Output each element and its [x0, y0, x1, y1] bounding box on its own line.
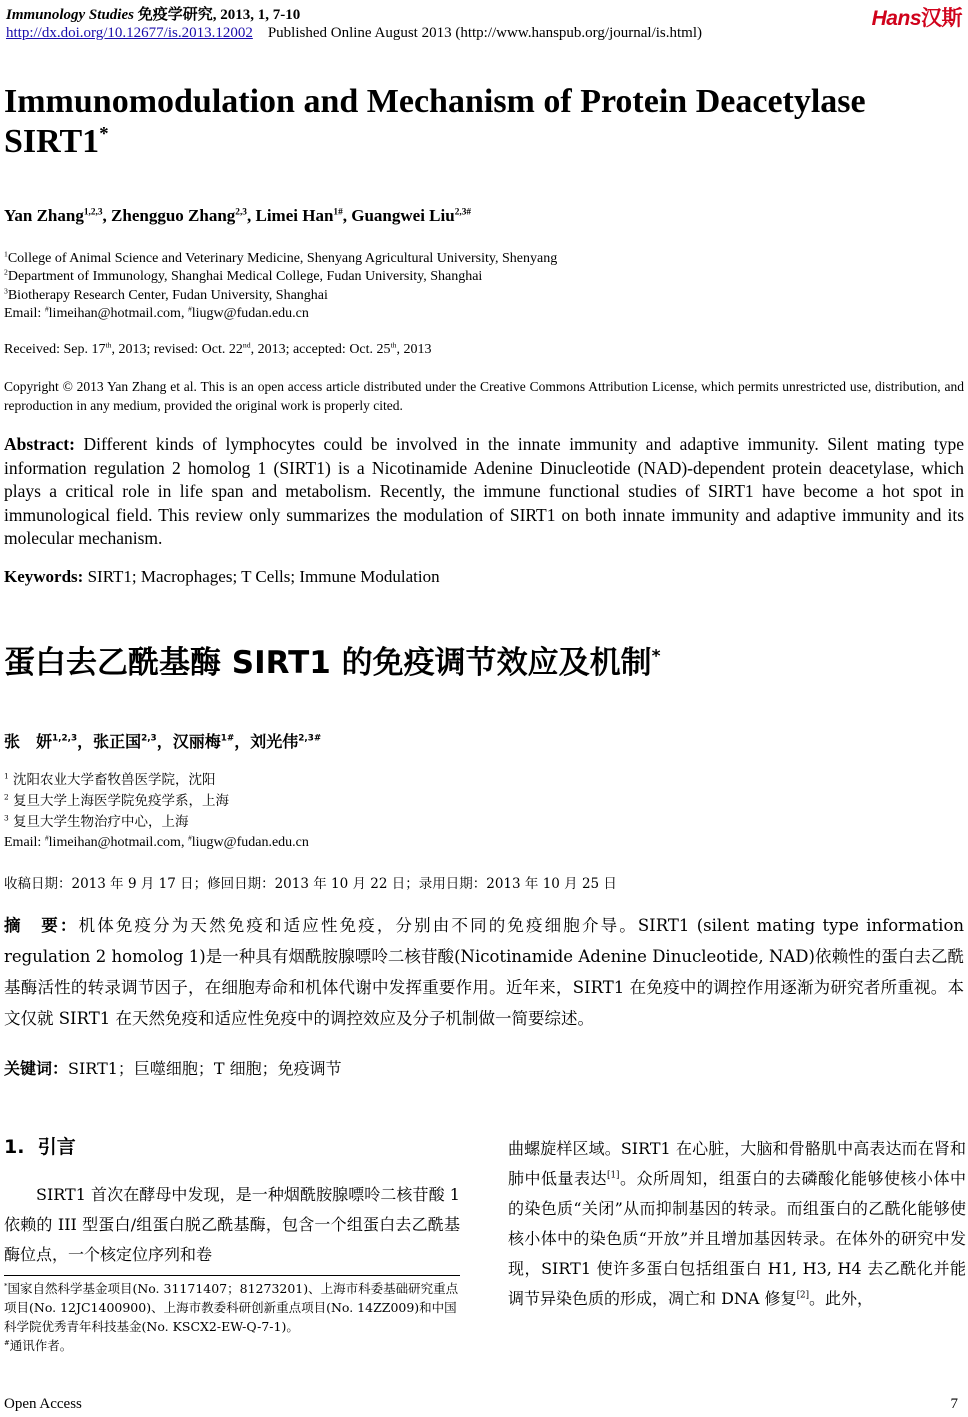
hans-logo: Hans汉斯 — [871, 7, 962, 30]
affiliation-cn: $^1$ 沈阳农业大学畜牧兽医学院，沈阳 — [4, 771, 216, 788]
journal-issue: , 2013, 1, 7-10 — [212, 7, 301, 23]
email-address[interactable]: limeihan@hotmail.com — [48, 306, 181, 321]
author: 张正国 — [93, 732, 142, 751]
article-title-en: Immunomodulation and Mechanism of Protein Deacetylase SIRT1* — [4, 83, 866, 160]
affiliation-cn: $^2$ 复旦大学上海医学院免疫学系，上海 — [4, 792, 230, 809]
footer-open-access: Open Access — [4, 1396, 82, 1412]
doi-link[interactable]: http://dx.doi.org/10.12677/is.2013.12002 — [6, 25, 253, 41]
affiliation-en: $^2$Department of Immunology, Shanghai Medical College, Fudan University, Shanghai — [4, 267, 483, 284]
journal-name-cn: 免疫学研究 — [137, 7, 213, 23]
email-address[interactable]: liugw@fudan.edu.cn — [191, 835, 309, 850]
email-en: Email: #limeihan@hotmail.com, #liugw@fudan.edu.cn — [4, 304, 309, 321]
email-cn: Email: #limeihan@hotmail.com, #liugw@fudan.edu.cn — [4, 833, 309, 850]
paragraph: SIRT1 首次在酵母中发现，是一种烟酰胺腺嘌呤二核苷酸 1 依赖的 III 型蛋白/组蛋白脱乙酰基酶，包含一个组蛋白去乙酰基酶位点，一个核定位序列和卷 — [4, 1185, 460, 1264]
abstract-cn: 摘 要：机体免疫分为天然免疫和适应性免疫，分别由不同的免疫细胞介导。SIRT1 (silent mating type information regulation 2 homolog 1)是一种具有烟酰胺腺嘌呤二核苷酸(Nicotinamide Adenine Dinucleotide, NAD)依赖性的蛋白去乙酰基酶活性的转录调节因子，在细胞寿命和机体代谢中发挥重要作用。近年来，SIRT1 在免疫中的调控作用逐渐为研究者所重视。本文仅就 SIRT1 在天然免疫和适应性免疫中的调控效应及分子机制做一简要综述。 — [4, 916, 965, 1028]
abstract-cn-label: 摘 要： — [4, 916, 79, 935]
journal-header — [6, 3, 300, 24]
journal-name: Immunology Studies — [6, 7, 134, 23]
abstract-label: Abstract: — [4, 434, 75, 454]
author: 刘光伟 — [250, 732, 299, 751]
email-address[interactable]: limeihan@hotmail.com — [48, 835, 181, 850]
citation[interactable]: [2] — [796, 1290, 810, 1301]
email-address[interactable]: liugw@fudan.edu.cn — [191, 306, 309, 321]
citation[interactable]: [1] — [607, 1170, 620, 1181]
footnote-divider — [4, 1275, 460, 1276]
body-text-right: 曲螺旋样区域。SIRT1 在心脏，大脑和骨骼肌中高表达而在肾和肺中低量表达[1]。众所周知，组蛋白的去磷酸化能够使核小体中的染色质“关闭”从而抑制基因的转录。而组蛋白的乙酰化能够使核小体中的染色质“开放”并且增加基因转录。在体外的研究中发现，SIRT1 使许多蛋白包括组蛋白 H1, H3, H4 去乙酰化并能调节异染色质的形成，凋亡和 DNA 修复[2]。此外， — [508, 1139, 966, 1308]
keywords-en: Keywords: SIRT1; Macrophages; T Cells; Immune Modulation — [4, 567, 440, 586]
author: 张 妍 — [4, 732, 53, 751]
copyright-notice: Copyright © 2013 Yan Zhang et al. This is an open access article distributed under the Creative Commons Attribution License, which permits unrestricted use, distribution, and reproduction in any medium, provided the original work is properly cited. — [4, 379, 964, 413]
section-heading: 1. 引言 — [4, 1136, 76, 1158]
article-title-cn: 蛋白去乙酰基酶 SIRT1 的免疫调节效应及机制* — [4, 645, 661, 681]
affiliation-cn: $^3$ 复旦大学生物治疗中心，上海 — [4, 813, 189, 830]
body-text-left — [4, 1180, 460, 1270]
funding-footnote: *国家自然科学基金项目(No. 31171407；81273201)、上海市科委基础研究重点项目(No. 12JC1400900)、上海市教委科研创新重点项目(No. 14ZZ009)和中国科学院优秀青年科技基金(No. KSCX2-EW-Q-7-1)。 #通讯作者。 — [4, 1281, 459, 1353]
author: Yan Zhang — [4, 206, 84, 225]
author: 汉丽梅 — [172, 732, 221, 751]
authors-cn: 张 妍$^{1,2,3}$，张正国$^{2,3}$，汉丽梅$^{1\#}$，刘光伟$^{2,3\#}$ — [4, 732, 322, 751]
author: Guangwei Liu — [351, 206, 455, 225]
author: Zhengguo Zhang — [111, 206, 236, 225]
dates-cn: 收稿日期：2013 年 9 月 17 日；修回日期：2013 年 10 月 22 日；录用日期：2013 年 10 月 25 日 — [4, 876, 617, 892]
abstract-en: Abstract: Different kinds of lymphocytes could be involved in the innate immunity and adaptive immunity. Silent mating type information regulation 2 homolog 1 (SIRT1) is a Nicotinamide Adenine Dinucleotide (NAD)-dependent protein deacetylase, which plays a critical role in life span and metabolism. Recently, the immune functional studies of SIRT1 have become a hot spot in immunological field. This review only summarizes the modulation of SIRT1 on both innate immunity and adaptive immunity and its molecular mechanism. — [4, 434, 964, 548]
doi-line — [6, 25, 702, 42]
page-number: 7 — [950, 1396, 958, 1412]
affiliation-en: $^3$Biotherapy Research Center, Fudan University, Shanghai — [4, 286, 328, 303]
dates-en: Received: Sep. 17th, 2013; revised: Oct. 22nd, 2013; accepted: Oct. 25th, 2013 — [4, 340, 432, 357]
affiliation-en: $^1$College of Animal Science and Veterinary Medicine, Shenyang Agricultural University, Shenyang — [4, 249, 558, 266]
keywords-cn: 关键词：SIRT1；巨噬细胞；T 细胞；免疫调节 — [4, 1059, 342, 1078]
author: Limei Han — [255, 206, 334, 225]
title-footnote-mark: * — [99, 123, 109, 145]
authors-en: Yan Zhang$^{1,2,3}$, Zhengguo Zhang$^{2,3}$, Limei Han$^{1\#}$, Guangwei Liu$^{2,3\#}$ — [4, 206, 472, 225]
published-online: Published Online August 2013 (http://www.hanspub.org/journal/is.html) — [267, 25, 702, 41]
hans-logo-cn: 汉斯 — [921, 7, 962, 30]
